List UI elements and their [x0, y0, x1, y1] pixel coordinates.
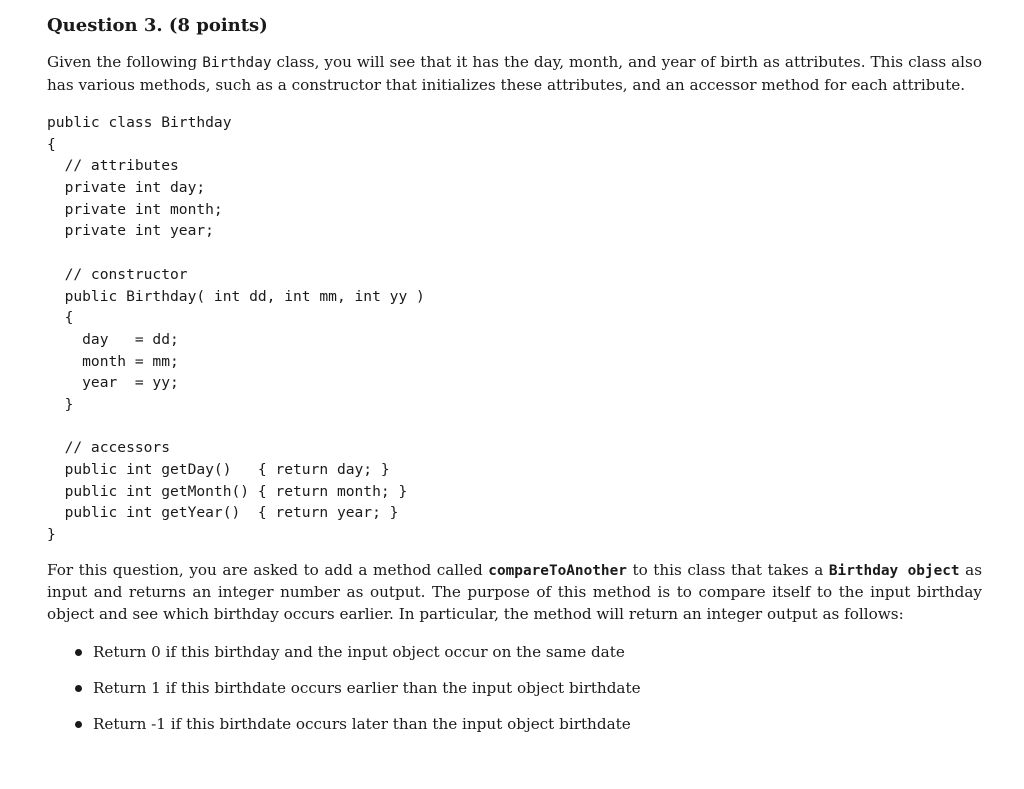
code-line: public class Birthday	[47, 114, 232, 131]
bullet-icon	[75, 685, 82, 692]
bullet-icon	[75, 721, 82, 728]
return-rules-list	[75, 641, 982, 735]
code-line: private int year;	[47, 222, 214, 240]
code-line: }	[47, 526, 56, 544]
code-line: }	[47, 395, 74, 413]
code-line: public int getDay() { return day; }	[47, 461, 390, 478]
list-item	[75, 713, 982, 735]
code-line: month = mm;	[47, 352, 179, 370]
list-item-text: Return 1 if this birthdate occurs earlier than the input object birthdate	[93, 679, 641, 698]
task-input-type: Birthday object	[828, 562, 960, 579]
question-title: Question 3. (8 points)	[47, 15, 268, 36]
intro-class-name: Birthday	[202, 55, 272, 71]
task-paragraph	[47, 560, 982, 626]
code-line: public int getMonth() { return month; }	[47, 482, 408, 500]
list-item	[75, 641, 982, 663]
bullet-icon	[75, 649, 82, 656]
question-page	[47, 14, 982, 749]
code-line: // attributes	[47, 157, 179, 175]
code-line: private int day;	[47, 179, 206, 197]
code-line: day = dd;	[47, 330, 179, 348]
code-line: {	[47, 135, 56, 153]
list-item-text: Return 0 if this birthday and the input object occur on the same date	[93, 643, 625, 662]
task-text-1: For this question, you are asked to add a method called	[47, 560, 489, 579]
code-line: public int getYear() { return year; }	[47, 504, 399, 522]
code-line: year = yy;	[47, 374, 179, 392]
task-text-3: as input and returns an integer number as output. The purpose of this method is to compare itself to the input birthday object and see which birthday occurs earlier. In particular, the method will return an integer output as follows:	[47, 560, 982, 623]
code-line	[47, 242, 982, 264]
intro-text-1: Given the following	[47, 53, 203, 71]
code-block	[47, 112, 982, 546]
code-line	[47, 416, 982, 438]
list-item-text: Return -1 if this birthdate occurs later than the input object birthdate	[93, 715, 631, 734]
intro-paragraph	[47, 52, 982, 96]
task-method-name: compareToAnother	[488, 562, 627, 579]
code-line: // accessors	[47, 439, 171, 457]
task-text-2: to this class that takes a	[626, 560, 829, 579]
code-line: // constructor	[47, 265, 188, 283]
intro-text-2: class, you will see that it has the day, month, and year of birth as attributes. This class also has various methods, such as a constructor that initializes these attributes, and an accessor method for each attribute.	[47, 53, 982, 94]
code-line: private int month;	[47, 200, 223, 218]
code-line: public Birthday( int dd, int mm, int yy )	[47, 287, 425, 305]
list-item	[75, 677, 982, 699]
code-line: {	[47, 309, 74, 327]
